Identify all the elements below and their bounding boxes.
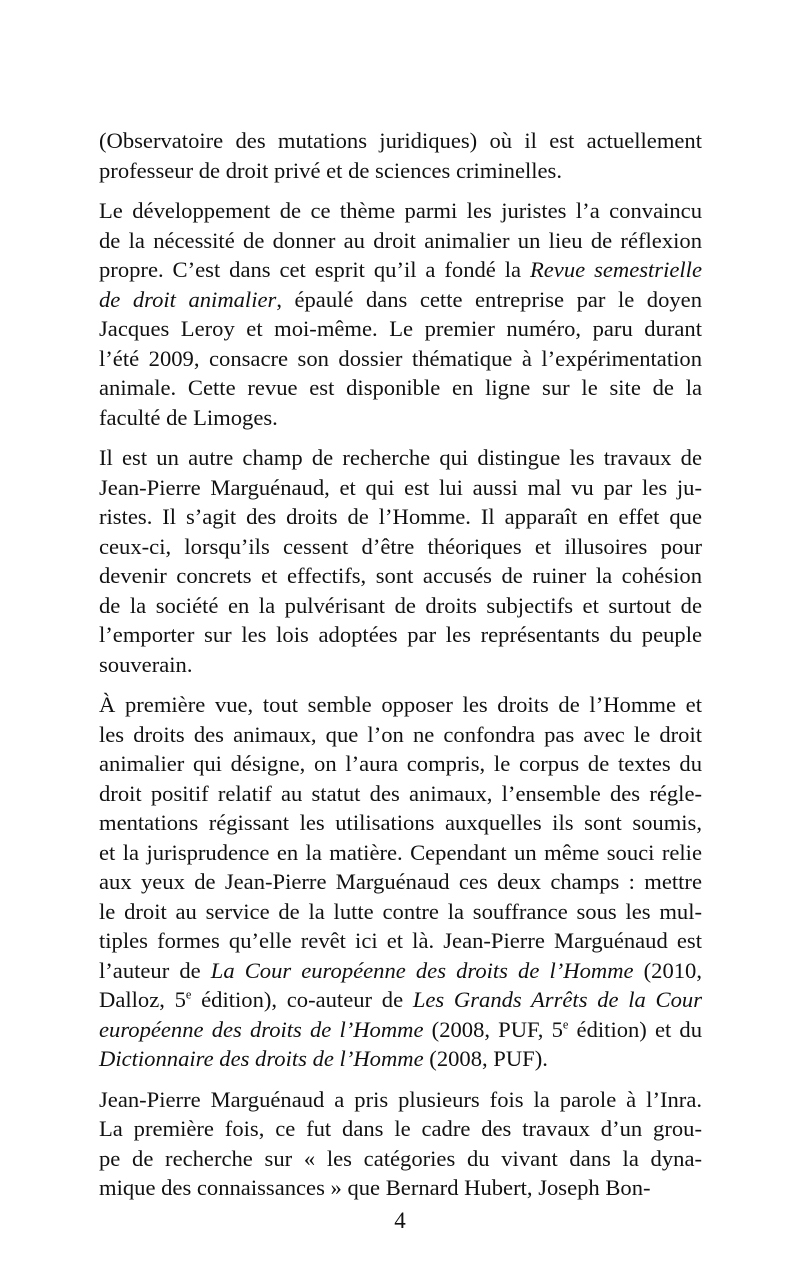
superscript: e — [185, 987, 192, 1002]
text-segment: ceux-ci, lorsqu’ils cessent d’être théoriques et illusoires pour — [99, 533, 702, 559]
text-line — [99, 1044, 702, 1074]
text-line — [99, 156, 702, 186]
text-line — [99, 808, 702, 838]
text-line — [99, 344, 702, 374]
text-segment: animale. Cette revue est disponible en ligne sur le site de la — [99, 375, 702, 400]
text-segment: et la jurisprudence en la matière. Cependant un même souci relie — [99, 839, 702, 865]
paragraph — [99, 126, 702, 185]
text-segment: À première vue, tout semble opposer les droits de l’Homme et — [99, 692, 702, 717]
text-segment: souverain. — [99, 651, 193, 677]
superscript: e — [562, 1016, 569, 1031]
text-segment: le droit au service de la lutte contre la souffrance sous les mul- — [99, 898, 702, 924]
text-line — [99, 620, 702, 650]
text-segment: propre. C’est dans cet esprit qu’il a fondé la — [99, 257, 530, 282]
text-segment: mentations régissant les utilisations auxquelles ils sont soumis, — [99, 810, 702, 835]
text-line — [99, 926, 702, 956]
text-line — [99, 285, 702, 315]
italic-title: européenne des droits de l’Homme — [99, 1016, 424, 1042]
text-segment: devenir concrets et effectifs, sont accusés de ruiner la cohésion — [99, 563, 702, 588]
text-segment: l’emporter sur les lois adoptées par les représentants du peuple — [99, 622, 702, 647]
italic-title: Revue semestrielle — [529, 257, 702, 282]
text-segment: édition), co-auteur de — [191, 987, 413, 1012]
text-segment: tiples formes qu’elle revêt ici et là. Jean-Pierre Marguénaud est — [99, 928, 702, 953]
text-line — [99, 690, 702, 720]
text-line — [99, 779, 702, 809]
text-line — [99, 650, 702, 680]
text-segment: Jacques Leroy et moi-même. Le premier numéro, paru durant — [99, 316, 702, 341]
text-segment: (2008, PUF, 5 — [423, 1016, 563, 1042]
paragraph — [99, 196, 702, 432]
text-segment: ristes. Il s’agit des droits de l’Homme. Il apparaît en effet que — [99, 504, 702, 529]
text-segment: les droits des animaux, que l’on ne confondra pas avec le droit — [99, 721, 702, 747]
text-line — [99, 443, 702, 473]
text-segment: , épaulé dans cette entreprise par le doyen — [276, 286, 702, 312]
text-line — [99, 985, 702, 1015]
paragraph — [99, 443, 702, 679]
text-line — [99, 897, 702, 927]
text-line — [99, 1144, 702, 1174]
text-segment: aux yeux de Jean-Pierre Marguénaud ces deux champs : mettre — [99, 869, 702, 894]
italic-title: Les Grands Arrêts de la Cour — [412, 987, 702, 1012]
text-segment: Le développement de ce thème parmi les juristes l’a convaincu — [99, 198, 702, 223]
text-segment: La première fois, ce fut dans le cadre des travaux d’un grou- — [99, 1116, 702, 1141]
text-line — [99, 532, 702, 562]
italic-title: de droit animalier — [99, 286, 277, 312]
text-line — [99, 1015, 702, 1045]
text-line — [99, 1085, 702, 1115]
text-line — [99, 867, 702, 897]
text-segment: professeur de droit privé et de sciences criminelles. — [99, 157, 562, 183]
text-segment: Dalloz, 5 — [99, 987, 186, 1012]
text-segment: de la nécessité de donner au droit animalier un lieu de réflexion — [99, 227, 702, 253]
text-line — [99, 561, 702, 591]
text-line — [99, 956, 702, 986]
text-line — [99, 720, 702, 750]
text-segment: faculté de Limoges. — [99, 404, 278, 430]
text-segment: (2008, PUF). — [423, 1046, 548, 1071]
page-number: 4 — [394, 1208, 406, 1233]
text-segment: l’été 2009, consacre son dossier thématique à l’expérimentation — [99, 345, 702, 371]
paragraph — [99, 1085, 702, 1203]
text-line — [99, 749, 702, 779]
text-line — [99, 473, 702, 503]
body-text — [99, 126, 702, 1214]
paragraph — [99, 690, 702, 1074]
italic-title: Dictionnaire des droits de l’Homme — [99, 1046, 424, 1071]
text-line — [99, 126, 702, 156]
text-line — [99, 1114, 702, 1144]
text-line — [99, 591, 702, 621]
text-segment: (Observatoire des mutations juridiques) où il est actuellement — [99, 128, 702, 153]
text-line — [99, 838, 702, 868]
text-line — [99, 373, 702, 403]
text-segment: Jean-Pierre Marguénaud a pris plusieurs fois la parole à l’Inra. — [99, 1086, 702, 1112]
text-line — [99, 255, 702, 285]
text-segment: édition) et du — [568, 1016, 703, 1042]
text-line — [99, 196, 702, 226]
text-line — [99, 502, 702, 532]
text-segment: animalier qui désigne, on l’aura compris, le corpus de textes du — [99, 751, 702, 776]
text-segment: droit positif relatif au statut des animaux, l’ensemble des régle- — [99, 780, 702, 806]
text-line — [99, 226, 702, 256]
text-segment: Il est un autre champ de recherche qui distingue les travaux de — [99, 445, 702, 470]
text-line — [99, 314, 702, 344]
text-segment: mique des connaissances » que Bernard Hubert, Joseph Bon- — [99, 1175, 651, 1200]
text-segment: l’auteur de — [99, 957, 211, 983]
text-line — [99, 1173, 702, 1203]
text-line — [99, 403, 702, 433]
text-segment: Jean-Pierre Marguénaud, et qui est lui aussi mal vu par les ju- — [99, 474, 702, 500]
text-segment: (2010, — [633, 957, 702, 983]
text-segment: pe de recherche sur « les catégories du vivant dans la dyna- — [99, 1145, 702, 1171]
italic-title: La Cour européenne des droits de l’Homme — [210, 957, 634, 983]
text-segment: de la société en la pulvérisant de droits subjectifs et surtout de — [99, 592, 702, 618]
